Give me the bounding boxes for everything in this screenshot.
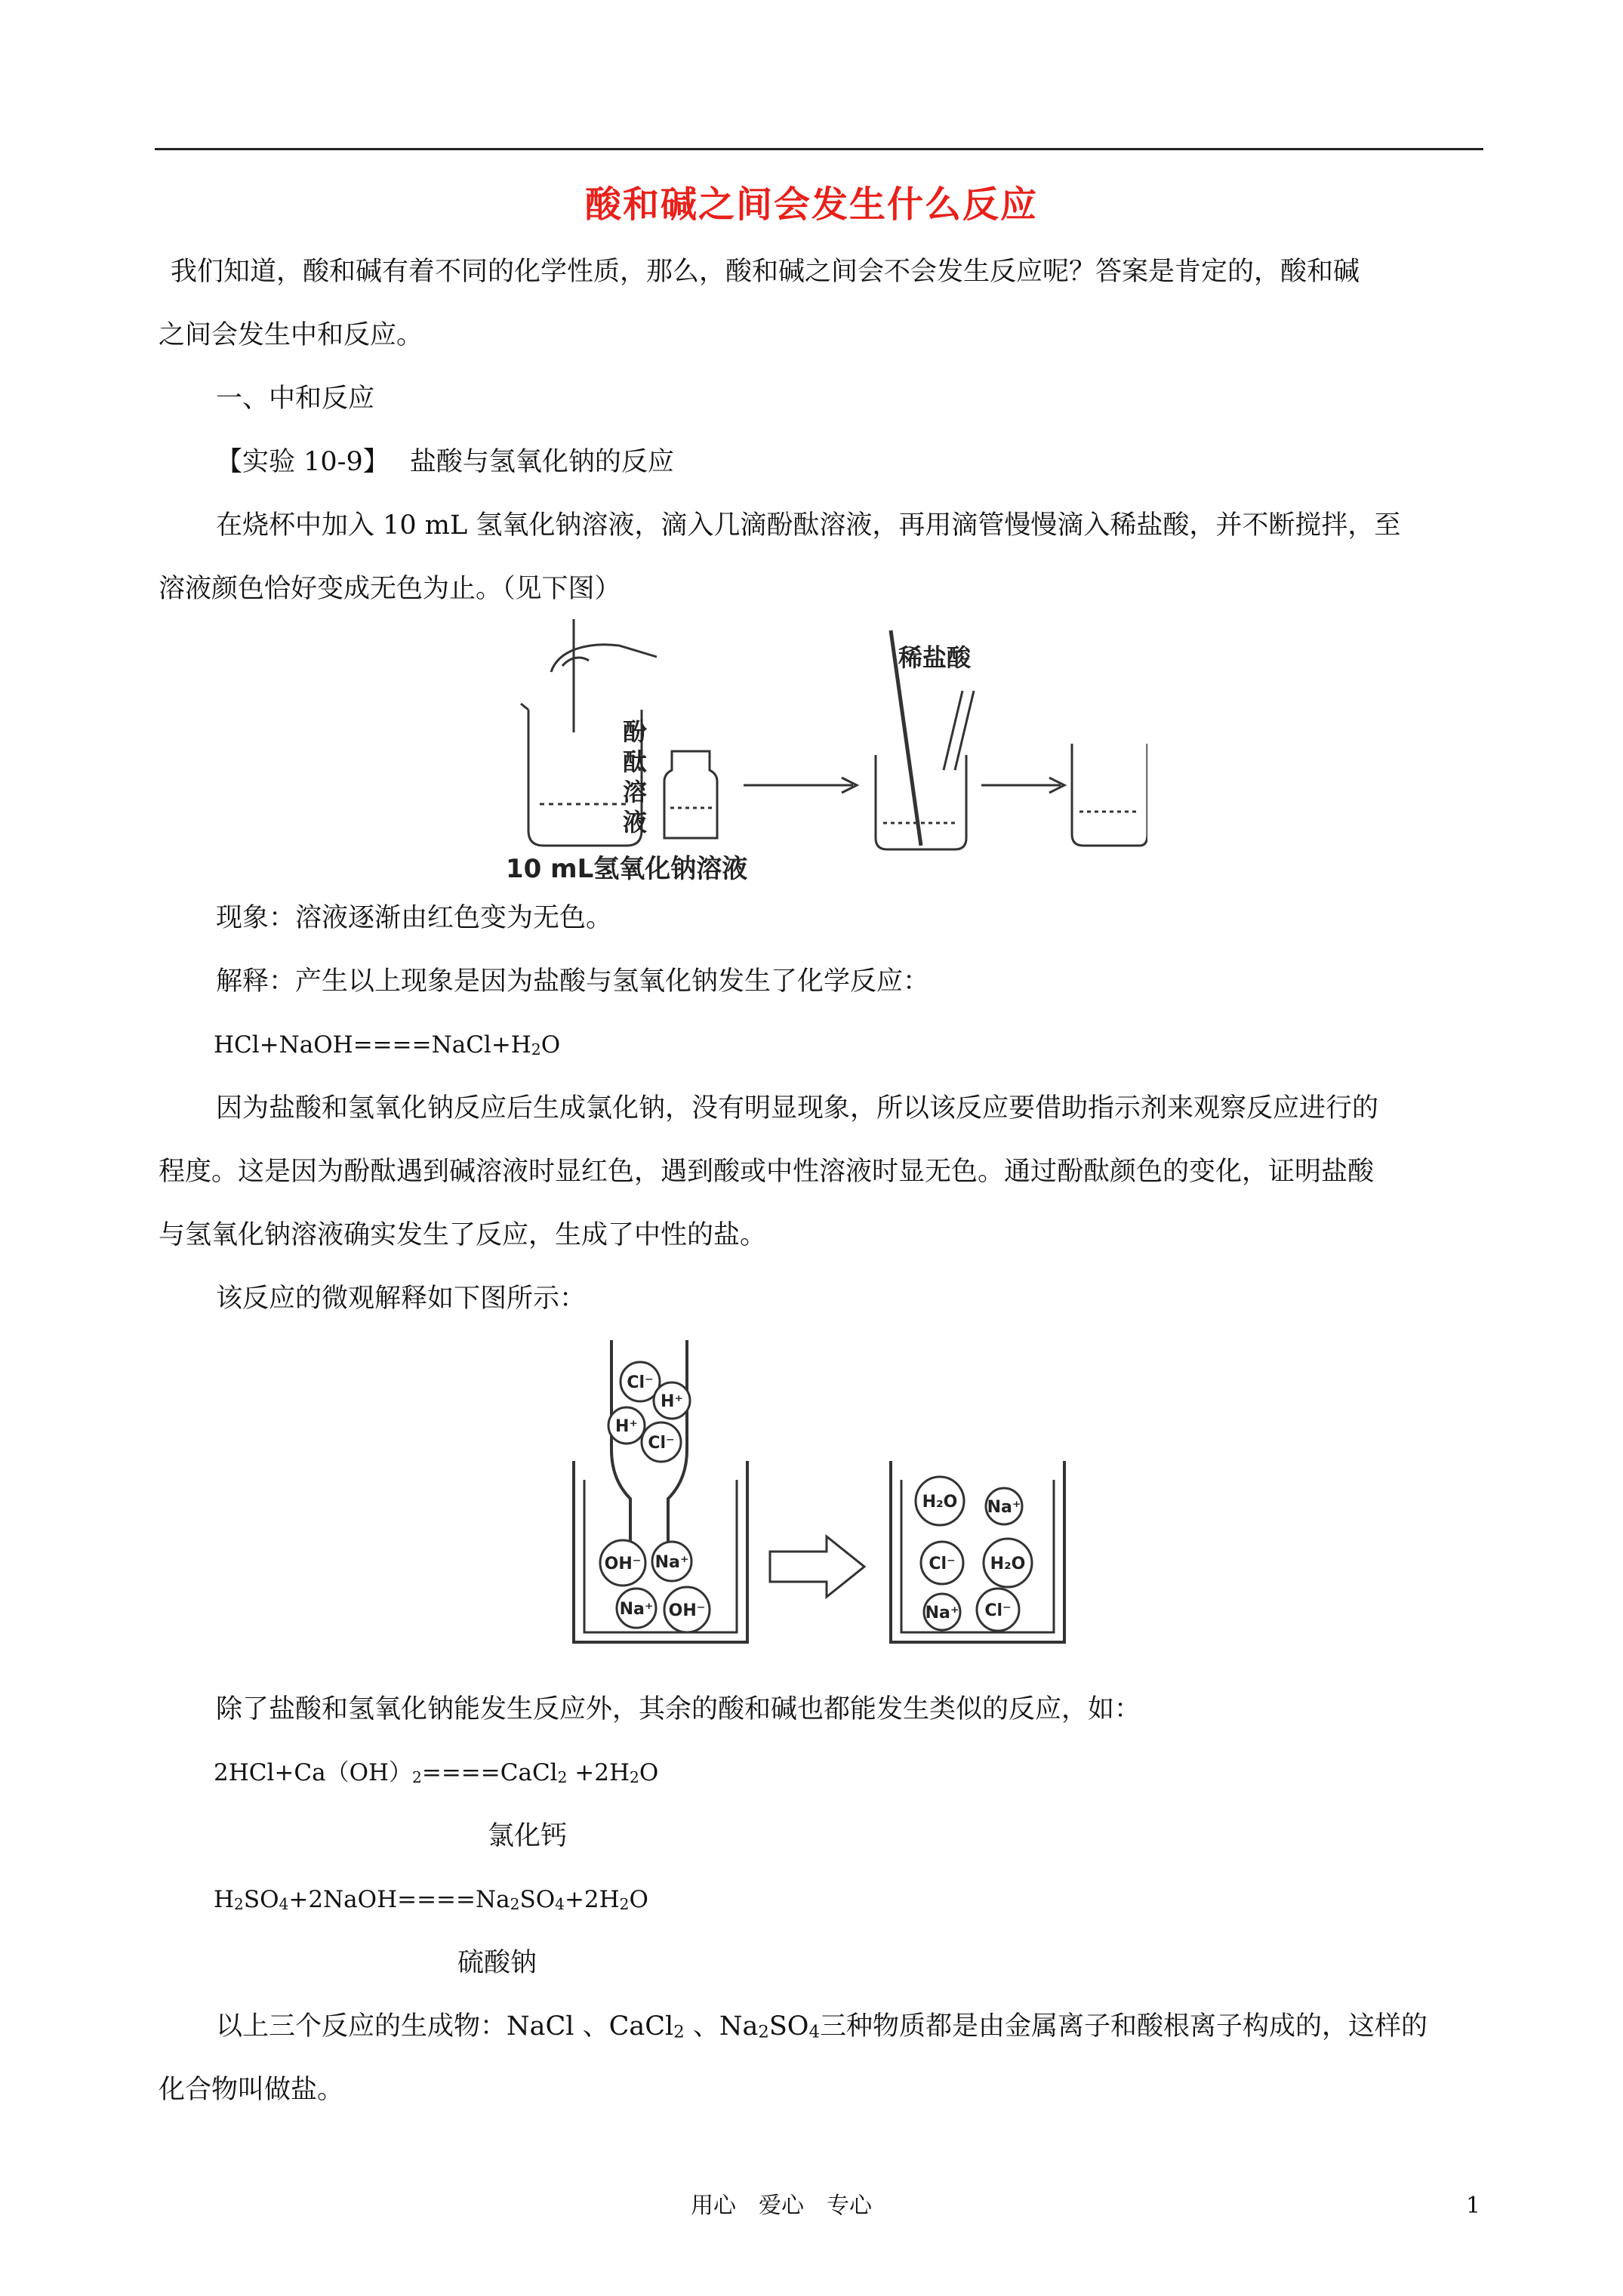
ion-right-5 <box>924 1594 960 1630</box>
experiment-heading <box>216 447 674 477</box>
intro-line-1: 我们知道，酸和碱有着不同的化学性质，那么，酸和碱之间会不会发生反应呢？答案是肯定的，酸和碱 <box>171 257 1360 287</box>
para2-line-1: 因为盐酸和氢氧化钠反应后生成氯化钠，没有明显现象，所以该反应要借助指示剂来观察反应进行的 <box>216 1093 1379 1123</box>
equation-2: $2HCl+Ca(OH)_2====CaCl_2 +2H_2O$ <box>214 1759 659 1787</box>
salts-line-2: 化合物叫做盐。 <box>159 2075 344 2105</box>
label-indicator-2: 酞 <box>623 747 648 776</box>
ion-funnel-4 <box>642 1422 681 1462</box>
svg-text:Cl⁻: Cl⁻ <box>648 1434 675 1453</box>
equation-3-product-name: 硫酸钠 <box>457 1948 537 1978</box>
ion-right-6 <box>977 1589 1019 1631</box>
svg-text:H⁺: H⁺ <box>614 1417 639 1436</box>
explanation: 解释：产生以上现象是因为盐酸与氢氧化钠发生了化学反应： <box>216 966 930 997</box>
page-title: 酸和碱之间会发生什么反应 <box>584 183 1038 226</box>
others-intro: 除了盐酸和氢氧化钠能发生反应外，其余的酸和碱也都能发生类似的反应，如： <box>216 1694 1141 1724</box>
svg-text:Cl⁻: Cl⁻ <box>929 1555 956 1573</box>
ion-funnel-3 <box>608 1407 645 1444</box>
experiment-title: 盐酸与氢氧化钠的反应 <box>409 447 674 477</box>
svg-text:Na⁺: Na⁺ <box>925 1604 959 1623</box>
experiment-tag: 【实验 10-9】 <box>216 447 390 477</box>
micro-figure <box>566 1336 1079 1653</box>
ion-funnel-2 <box>654 1382 690 1419</box>
micro-intro: 该反应的微观解释如下图所示： <box>216 1284 587 1314</box>
reaction-arrow <box>770 1536 864 1597</box>
svg-text:Cl⁻: Cl⁻ <box>984 1601 1012 1620</box>
svg-text:Cl⁻: Cl⁻ <box>627 1373 654 1392</box>
equation-3: $H_2SO_4+2NaOH====Na_2SO_4+2H_2O$ <box>214 1886 648 1914</box>
procedure-line-2: 溶液颜色恰好变成无色为止。（见下图） <box>159 574 621 604</box>
equation-2-product-name: 氯化钙 <box>488 1821 568 1851</box>
salts-line-1: 以上三个反应的生成物：NaCl 、CaCl$_2$ 、$Na_2SO_4$三种物质都是由金属离子和酸根离子构成的，这样的 <box>216 2011 1427 2042</box>
indicator-bottle <box>664 751 717 838</box>
intro-line-2: 之间会发生中和反应。 <box>159 320 423 350</box>
label-dilute-hcl: 稀盐酸 <box>898 643 972 672</box>
ion-left-4 <box>664 1587 710 1632</box>
label-indicator-1: 酚 <box>623 717 648 746</box>
ion-right-3 <box>921 1542 963 1584</box>
phenomenon: 现象：溶液逐渐由红色变为无色。 <box>216 903 613 933</box>
ion-right-2 <box>986 1488 1022 1524</box>
section-heading: 一、中和反应 <box>216 384 375 414</box>
svg-text:OH⁻: OH⁻ <box>668 1601 706 1620</box>
header-rule <box>155 148 1483 150</box>
hand-outline <box>551 645 657 672</box>
procedure-line-1: 在烧杯中加入 10 mL 氢氧化钠溶液，滴入几滴酚酞溶液，再用滴管慢慢滴入稀盐酸，并不断搅拌，至 <box>216 510 1401 541</box>
svg-text:Na⁺: Na⁺ <box>654 1553 689 1572</box>
beaker-right <box>1072 744 1147 846</box>
page-number: 1 <box>1466 2193 1481 2219</box>
svg-text:Na⁺: Na⁺ <box>987 1498 1021 1517</box>
experiment-figure <box>498 619 1147 891</box>
ion-right-4 <box>984 1539 1032 1587</box>
svg-text:Na⁺: Na⁺ <box>619 1600 654 1619</box>
para2-line-2: 程度。这是因为酚酞遇到碱溶液时显红色，遇到酸或中性溶液时显无色。通过酚酞颜色的变化，证明盐酸 <box>159 1157 1375 1187</box>
svg-text:H⁺: H⁺ <box>660 1392 684 1411</box>
para2-line-3: 与氢氧化钠溶液确实发生了反应，生成了中性的盐。 <box>159 1220 767 1250</box>
ion-left-3 <box>617 1589 656 1628</box>
label-indicator-3: 溶 <box>623 778 648 806</box>
svg-text:H₂O: H₂O <box>990 1555 1026 1573</box>
footer-motto: 用心 爱心 专心 <box>691 2193 872 2219</box>
ion-right-1 <box>916 1477 964 1525</box>
ion-left-2 <box>652 1542 691 1581</box>
label-naoh-solution: 10 mL氢氧化钠溶液 <box>506 854 748 884</box>
svg-text:OH⁻: OH⁻ <box>604 1555 642 1573</box>
svg-text:H₂O: H₂O <box>922 1493 958 1512</box>
equation-1: $HCl+NaOH====NaCl+H_2O$ <box>214 1031 561 1059</box>
ion-left-1 <box>600 1540 645 1586</box>
label-indicator-4: 液 <box>623 808 648 837</box>
